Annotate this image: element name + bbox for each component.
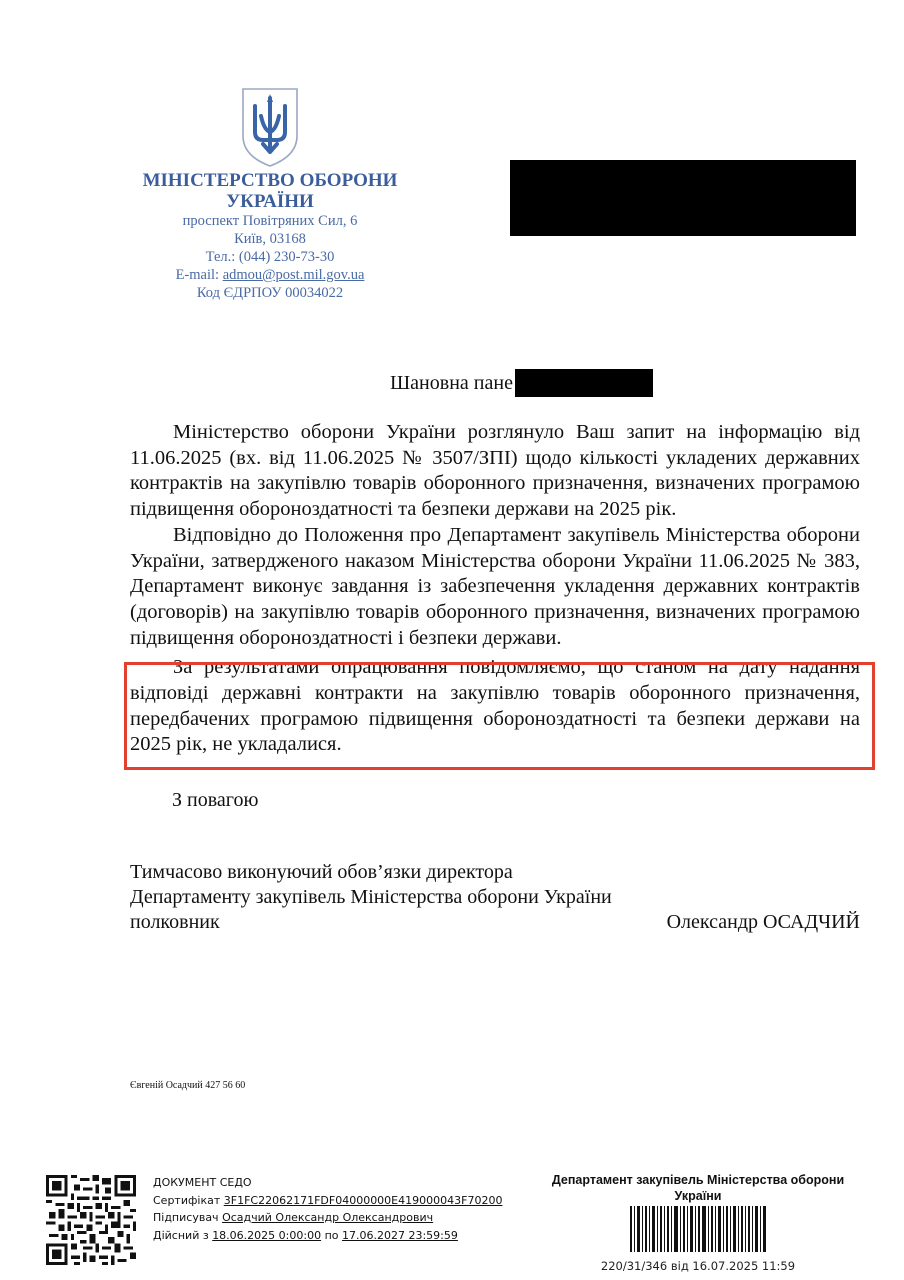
qr-code-icon [46, 1175, 136, 1265]
edo-validity-line [153, 1227, 502, 1245]
signer-name: Олександр ОСАДЧИЙ [666, 911, 860, 933]
signer-label: Підписувач [153, 1211, 223, 1224]
letterhead [130, 86, 410, 302]
body-paragraph-1: Міністерство оборони України розглянуло Ваш запит на інформацію від 11.06.2025 (вх. від 11.06.2025 № 3507/ЗПІ) щодо кількості укладених державних контрактів на закупівлю товарів оборонного призначення, визначених програмою підвищення обороноздатності та безпеки держави на 2025 рік. [130, 421, 860, 521]
registration-number: 220/31/346 від 16.07.2025 11:59 [600, 1259, 796, 1273]
signer-value: Осадчий Олександр Олександрович [222, 1211, 434, 1224]
signer-title-line1: Тимчасово виконуючий обов’язки директора [130, 861, 513, 883]
signer-title-line2: Департаменту закупівель Міністерства оборони України [130, 886, 612, 908]
highlight-annotation-box [124, 662, 875, 770]
ministry-name-line2: УКРАЇНИ [226, 191, 314, 212]
trident-coat-of-arms-icon [239, 86, 301, 168]
registration-stamp [538, 1172, 858, 1274]
redacted-recipient-name [515, 369, 653, 397]
edo-certificate-line [153, 1192, 502, 1210]
edo-signer-line [153, 1209, 502, 1227]
body-paragraph-3: За результатами опрацювання повідомляємо, що станом на дату надання відповіді державні контракти на закупівлю товарів оборонного призначення, передбачених програмою підвищення обороноздатності та безпеки держави на 2025 рік, не укладалися. [130, 656, 860, 756]
edrpou-code: Код ЄДРПОУ 00034022 [196, 285, 344, 301]
signer-rank: полковник [130, 911, 220, 933]
ministry-name [130, 170, 410, 212]
closing: З повагою [172, 789, 259, 811]
salutation [390, 369, 653, 397]
ministry-name-line1: МІНІСТЕРСТВО ОБОРОНИ [142, 170, 398, 191]
email-line [130, 266, 410, 284]
barcode-icon [630, 1206, 766, 1252]
edo-title: ДОКУМЕНТ СЕДО [153, 1176, 252, 1189]
certificate-label: Сертифікат [153, 1193, 224, 1207]
valid-to-label: по [321, 1228, 342, 1242]
certificate-value: 3F1FC22062171FDF04000000E419000043F70200 [223, 1193, 503, 1207]
valid-from-value: 18.06.2025 0:00:00 [212, 1228, 322, 1242]
executor-contact: Євгеній Осадчий 427 56 60 [130, 1080, 246, 1091]
signer-rank-name-row [130, 910, 860, 935]
email-link[interactable]: admou@post.mil.gov.ua [222, 267, 365, 283]
city: Київ, 03168 [234, 231, 306, 247]
body-paragraph-2: Відповідно до Положення про Департамент закупівель Міністерства оборони України, затвердженого наказом Міністерства оборони України 11.06.2025 № 383, Департамент виконує завдання із забезпечення укладення державних контрактів (договорів) на закупівлю товарів оборонного призначення, визначених програмою підвищення обороноздатності і безпеки держави. [130, 523, 860, 649]
phone: Тел.: (044) 230-73-30 [205, 249, 335, 265]
email-label: E-mail: [175, 267, 223, 283]
address: проспект Повітряних Сил, 6 [182, 213, 358, 229]
salutation-text: Шановна пане [390, 372, 513, 394]
redacted-recipient-block [510, 160, 856, 236]
registration-department: Департамент закупівель Міністерства оборони України [551, 1173, 845, 1203]
edo-signature-stamp [153, 1174, 502, 1244]
valid-from-label: Дійсний з [153, 1228, 213, 1242]
signature-block [130, 860, 860, 935]
valid-to-value: 17.06.2027 23:59:59 [342, 1228, 458, 1242]
